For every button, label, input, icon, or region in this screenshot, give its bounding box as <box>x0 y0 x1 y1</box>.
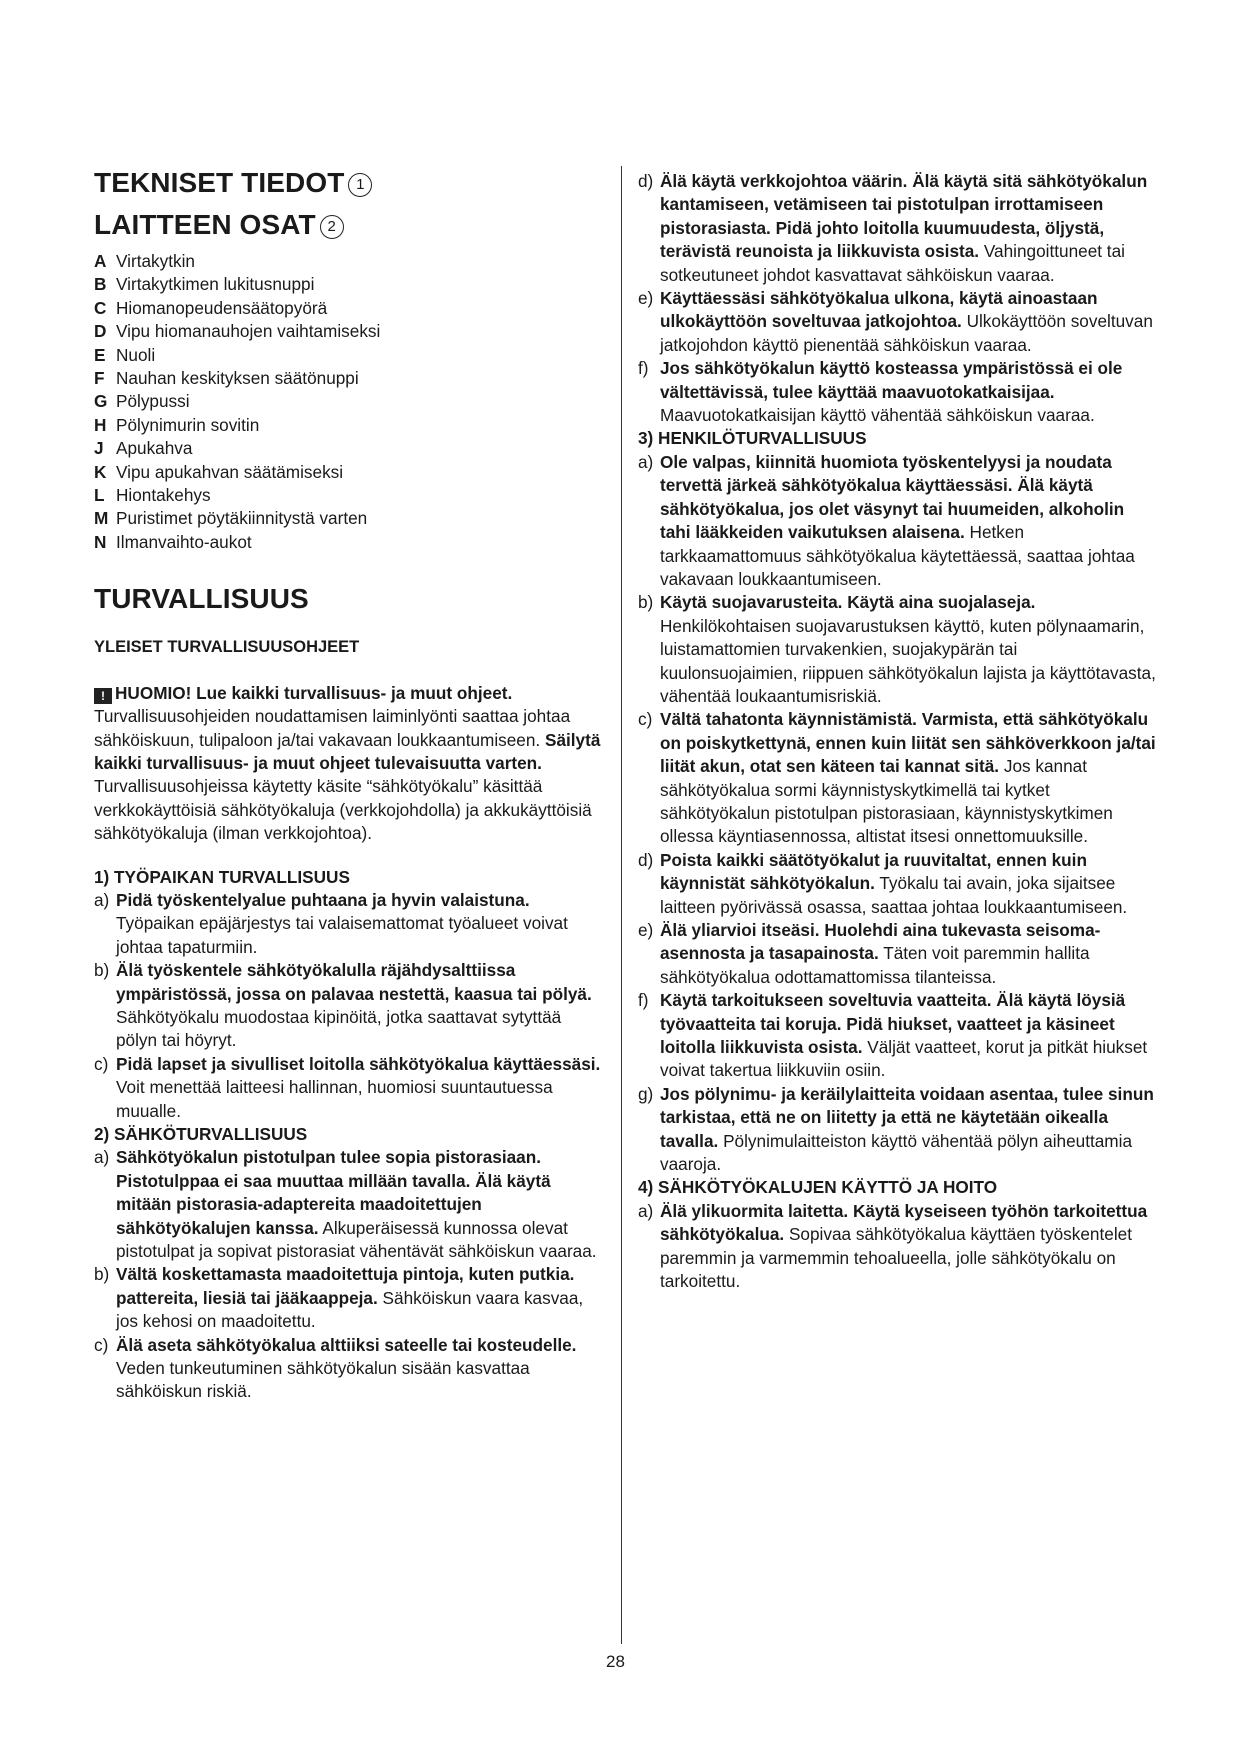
list-item: K Vipu apukahvan säätämiseksi <box>94 461 344 482</box>
page-number: 28 <box>606 1652 625 1671</box>
list-item: c) Pidä lapset ja sivulliset loitolla sähkötyökalua käyttäessäsi. Voit menettää laitteesi hallinnan, huomiosi suuntautuessa muualle. <box>94 1053 601 1121</box>
list-item: b) Käytä suojavarusteita. Käytä aina suojalaseja. Henkilökohtaisen suojavarustuksen käyttö, kuten pölynaamarin, luistamattomien turvakenkien, suojakypärän tai kuulonsuojaimien, riippuen sähkötyökalun lajista ja käyttötavasta, vähentää loukaantumisriskiä. <box>638 592 1156 706</box>
list-item: a) Ole valpas, kiinnitä huomiota työskentelyysi ja noudata tervettä järkeä sähkötyökalua käyttäessäsi. Älä käytä sähkötyökalua, jos olet väsynyt tai huumeiden, alkoholin tahi lääkkeiden vaikutuksen alaisena. Hetken tarkkaamattomuus sähkötyökalua käytettäessä, saattaa johtaa vakavaan loukkaantumiseen. <box>638 451 1135 589</box>
list-item: a) Sähkötyökalun pistotulpan tulee sopia pistorasiaan. Pistotulppaa ei saa muuttaa millään tavalla. Älä käytä mitään pistorasia-adaptereita maadoitettujen sähkötyökalujen kanssa. Alkuperäisessä kunnossa olevat pistotulpat ja sopivat pistorasiat vähentävät sähköiskun vaaraa. <box>94 1147 597 1262</box>
column-divider <box>621 166 622 1644</box>
list-item: E Nuoli <box>94 344 156 365</box>
list-item: c) Älä aseta sähkötyökalua alttiiksi sateelle tai kosteudelle. Veden tunkeutuminen sähkötyökalun sisään kasvattaa sähköiskun riskiä. <box>94 1334 577 1402</box>
list-item: L Hiontakehys <box>94 485 211 506</box>
right-column <box>638 170 1158 1294</box>
list-item: f) Käytä tarkoitukseen soveltuvia vaatteita. Älä käytä löysiä työvaatteita tai koruja. Pidä hiukset, vaatteet ja käsineet loitolla liikkuvista osista. Väljät vaatteet, korut ja pitkät hiukset voivat takertua liikkuviin osiin. <box>638 990 1148 1081</box>
list-item: B Virtakytkimen lukitusnuppi <box>94 274 315 295</box>
list-item: d) Poista kaikki säätötyökalut ja ruuvitaltat, ennen kuin käynnistät sähkötyökalun. Työkalu tai avain, joka sijaitsee laitteen pyörivässä osassa, saattaa johtaa loukkaantumiseen. <box>638 849 1128 917</box>
list-item: c) Vältä tahatonta käynnistämistä. Varmista, että sähkötyökalu on poiskytkettynä, ennen kuin liität sen sähköverkkoon ja/tai liität akun, otat sen käteen tai kannat sitä. Jos kannat sähkötyökalua sormi käynnistyskytkimellä tai kytket sähkötyökalun pistotulpan pistorasiaan, käynnistyskytkimen ollessa käyntiasennossa, altistat itsesi onnettomuuksille. <box>638 709 1156 847</box>
list-item: g) Jos pölynimu- ja keräilylaitteita voidaan asentaa, tulee sinun tarkistaa, että ne on liitetty ja että ne käytetään oikealla tavalla. Pölynimulaitteiston käyttö vähentää pölyn aiheuttamia vaaroja. <box>638 1083 1154 1175</box>
list-item: d) Älä käytä verkkojohtoa väärin. Älä käytä sitä sähkötyökalun kantamiseen, vetämiseen tai pistotulpan irrottamiseen pistorasiasta. Pidä johto loitolla kuumuudesta, öljystä, terävistä reunoista ja liikkuvista osista. Vahingoittuneet tai sotkeutuneet johdot kasvattavat sähköiskun vaaraa. <box>638 171 1148 285</box>
list-item: C Hiomanopeudensäätopyörä <box>94 297 328 318</box>
list-item: N Ilmanvaihto-aukot <box>94 531 252 552</box>
list-item: A Virtakytkin <box>94 251 195 271</box>
parts-list <box>94 250 604 554</box>
list-item: H Pölynimurin sovitin <box>94 414 260 435</box>
section-title: 4) SÄHKÖTYÖKALUJEN KÄYTTÖ JA HOITO <box>638 1177 998 1198</box>
figure-ref-2: 2 <box>320 215 344 239</box>
heading-general-safety: YLEISET TURVALLISUUSOHJEET <box>94 638 360 657</box>
section-title: 2) SÄHKÖTURVALLISUUS <box>94 1124 308 1144</box>
list-item: F Nauhan keskityksen säätönuppi <box>94 368 359 389</box>
figure-ref-1: 1 <box>348 173 372 197</box>
section-title: 1) TYÖPAIKAN TURVALLISUUS <box>94 866 350 887</box>
left-column <box>94 166 604 1404</box>
list-item: M Puristimet pöytäkiinnitystä varten <box>94 508 368 529</box>
list-item: b) Älä työskentele sähkötyökalulla räjähdysalttiissa ympäristössä, jossa on palavaa nestettä, kaasua tai pölyä. Sähkötyökalu muodostaa kipinöitä, jotka saattavat sytyttää pölyn tai höyryt. <box>94 960 592 1051</box>
list-item: G Pölypussi <box>94 391 190 412</box>
list-item: f) Jos sähkötyökalun käyttö kosteassa ympäristössä ei ole vältettävissä, tulee käyttää maavuotokatkaisijaa. Maavuotokatkaisijan käyttö vähentää sähköiskun vaaraa. <box>638 358 1123 426</box>
section-title: 3) HENKILÖTURVALLISUUS <box>638 428 867 449</box>
list-item: J Apukahva <box>94 438 193 459</box>
list-item: a) Älä ylikuormita laitetta. Käytä kyseiseen työhön tarkoitettua sähkötyökalua. Sopivaa sähkötyökalua käyttäen työskentelet paremmin ja varmemmin tehoalueella, jolle sähkötyökalu on tarkoitettu. <box>638 1200 1148 1292</box>
warning-paragraph: ! HUOMIO! Lue kaikki turvallisuus- ja muut ohjeet. Turvallisuusohjeiden noudattamisen laiminlyönti saattaa johtaa sähköiskuun, tulipaloon ja/tai vakavaan loukkaantumiseen. Säilytä kaikki turvallisuus- ja muut ohjeet tulevaisuutta varten. Turvallisuusohjeissa käytetty käsite “sähkötyökalu” käsittää verkkokäyttöisiä sähkötyökaluja (verkkojohdolla) ja akkukäyttöisiä sähkötyökaluja (ilman verkkojohtoa). <box>94 682 601 844</box>
heading-technical-data: TEKNISET TIEDOT 1 <box>94 166 604 200</box>
list-item: e) Älä yliarvioi itseäsi. Huolehdi aina tukevasta seisoma-asennosta ja tasapainosta. Täten voit paremmin hallita sähkötyökalua odottamattomissa tilanteissa. <box>638 920 1101 987</box>
list-item: a) Pidä työskentelyalue puhtaana ja hyvin valaistuna. Työpaikan epäjärjestys tai valaisemattomat työalueet voivat johtaa tapaturmiin. <box>94 889 568 957</box>
list-item: D Vipu hiomanauhojen vaihtamiseksi <box>94 321 381 342</box>
heading-parts: LAITTEEN OSAT 2 <box>94 208 604 242</box>
list-item: e) Käyttäessäsi sähkötyökalua ulkona, käytä ainoastaan ulkokäyttöön soveltuvaa jatkojohtoa. Ulkokäyttöön soveltuvan jatkojohdon käyttö pienentää sähköiskun vaaraa. <box>638 288 1153 355</box>
warning-triangle-icon: ! <box>94 688 112 704</box>
list-item: b) Vältä koskettamasta maadoitettuja pintoja, kuten putkia. pattereita, liesiä tai jääkaappeja. Sähköiskun vaara kasvaa, jos kehosi on maadoitettu. <box>94 1264 584 1332</box>
heading-safety: TURVALLISUUS <box>94 583 309 615</box>
